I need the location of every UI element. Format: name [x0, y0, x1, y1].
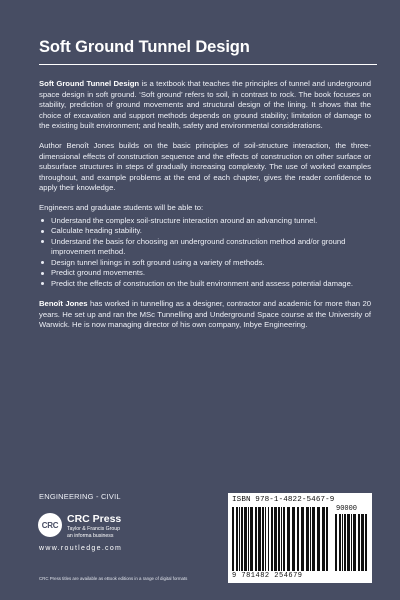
intro-title-bold: Soft Ground Tunnel Design — [39, 79, 140, 88]
barcode-bar — [248, 507, 249, 571]
barcode-bar — [265, 507, 266, 571]
barcode-bar — [342, 514, 343, 571]
publisher-brand — [67, 514, 121, 539]
intro-text: is a textbook that teaches the principles of tunnel and underground space design in soft ground. ‘Soft ground’ refers to soil, in contrast to rock. The book focuses on stability, prediction of ground movements and structural design of the lining. It shows that the choice of excavation and support methods depends on ground stability; limitation of damage to the existing built environment; and health, safety and environmental considerations. — [39, 79, 371, 130]
list-item: Predict ground movements. — [39, 268, 371, 279]
barcode-bar — [335, 514, 337, 571]
list-item: Calculate heading stability. — [39, 226, 371, 237]
barcode-bar — [236, 507, 238, 571]
author-bio — [39, 299, 371, 331]
barcode-bar — [344, 514, 346, 571]
barcode-bar — [287, 507, 290, 571]
barcode-bar — [322, 507, 325, 571]
barcode-bar — [268, 507, 269, 571]
barcode-bars — [232, 507, 332, 571]
publisher-url: www.routledge.com — [39, 545, 123, 552]
barcode-bar — [278, 507, 280, 571]
title-divider — [39, 64, 377, 65]
list-intro: Engineers and graduate students will be able to: — [39, 203, 204, 212]
barcode-addon-number: 90000 — [336, 505, 358, 513]
barcode-bar — [255, 507, 257, 571]
barcode-addon-bars — [335, 514, 369, 571]
barcode-bar — [339, 514, 341, 571]
subject-category: ENGINEERING - CIVIL — [39, 492, 121, 501]
barcode-bar — [347, 514, 350, 571]
back-cover-text — [39, 79, 371, 340]
isbn-barcode — [228, 493, 372, 583]
publisher-name: CRC Press — [67, 513, 122, 525]
barcode-bar — [250, 507, 253, 571]
author-name: Benoît Jones — [39, 299, 88, 308]
barcode-bar — [262, 507, 264, 571]
barcode-bar — [312, 507, 315, 571]
barcode-bar — [241, 507, 243, 571]
book-title: Soft Ground Tunnel Design — [39, 38, 250, 56]
publisher-group: Taylor & Francis Group — [67, 525, 121, 532]
barcode-bar — [232, 507, 234, 571]
barcode-bar — [244, 507, 247, 571]
barcode-bar — [271, 507, 273, 571]
barcode-bar — [301, 507, 304, 571]
barcode-bar — [281, 507, 282, 571]
list-item: Design tunnel linings in soft ground using a variety of methods. — [39, 258, 371, 269]
list-item: Predict the effects of construction on the built environment and assess potential damage. — [39, 279, 371, 290]
ebook-note: CRC Press titles are available as eBook editions in a range of digital formats — [39, 576, 188, 581]
learning-outcomes-list — [39, 216, 371, 290]
publisher-tagline: an informa business — [67, 532, 114, 539]
barcode-bar — [351, 514, 352, 571]
barcode-bar — [283, 507, 285, 571]
barcode-bar — [317, 507, 320, 571]
list-item: Understand the basis for choosing an underground construction method and/or ground improvement method. — [39, 237, 371, 258]
barcode-number: 9 781482 254679 — [232, 572, 303, 580]
barcode-bar — [239, 507, 240, 571]
barcode-bar — [353, 514, 356, 571]
barcode-bar — [310, 507, 311, 571]
list-item: Understand the complex soil-structure interaction around an advancing tunnel. — [39, 216, 371, 227]
barcode-bar — [297, 507, 299, 571]
barcode-bar — [306, 507, 309, 571]
barcode-bar — [292, 507, 295, 571]
barcode-bar — [258, 507, 261, 571]
author-bio-text: has worked in tunnelling as a designer, contractor and academic for more than 20 years. He set up and ran the MSc Tunnelling and Underground Space course at the University of Warwick. He is now managing director of his own company, Inbye Engineering. — [39, 299, 371, 329]
intro-paragraph — [39, 79, 371, 132]
isbn-text: ISBN 978-1-4822-5467-9 — [232, 496, 335, 504]
crc-logo-icon: CRC — [38, 513, 62, 537]
approach-paragraph: Author Benoît Jones builds on the basic principles of soil-structure interaction, the three-dimensional effects of construction sequence and the effects of construction on other surface or subsurface structures in steps of gradually increasing complexity. The use of worked examples throughout, and example problems at the end of each chapter, gives the reader confidence to apply their knowledge. — [39, 141, 371, 192]
barcode-bar — [358, 514, 360, 571]
barcode-bar — [365, 514, 367, 571]
barcode-bar — [274, 507, 277, 571]
barcode-bar — [326, 507, 328, 571]
barcode-bar — [361, 514, 364, 571]
